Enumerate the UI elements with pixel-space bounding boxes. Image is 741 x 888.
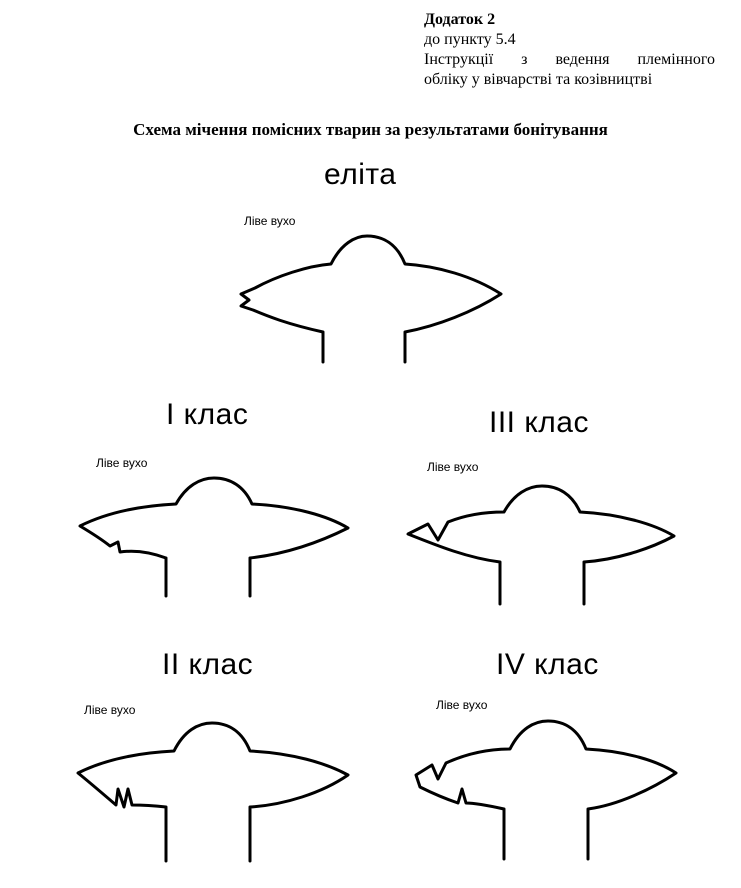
ear-label-class-4: Ліве вухо xyxy=(436,698,488,712)
scheme-heading: Схема мічення помісних тварин за результатами бонітування xyxy=(133,120,608,139)
class-label-elite: еліта xyxy=(324,158,397,191)
class-label-class-2: ІІ клас xyxy=(162,648,254,681)
class-label-class-4: ІV клас xyxy=(496,648,599,681)
appendix-instruction-line-2: обліку у вівчарстві та козівництві xyxy=(424,71,653,88)
appendix-clause: до пункту 5.4 xyxy=(424,31,516,48)
ear-label-class-1: Ліве вухо xyxy=(96,456,148,470)
class-label-class-1: І клас xyxy=(166,398,249,431)
ear-label-class-2: Ліве вухо xyxy=(84,703,136,717)
ear-label-class-3: Ліве вухо xyxy=(427,460,479,474)
class-label-class-3: ІІІ клас xyxy=(489,406,589,439)
appendix-title: Додаток 2 xyxy=(424,11,496,28)
appendix-instruction-line-1: Інструкції з ведення племінного xyxy=(424,51,715,68)
ear-label-elite: Ліве вухо xyxy=(244,214,296,228)
